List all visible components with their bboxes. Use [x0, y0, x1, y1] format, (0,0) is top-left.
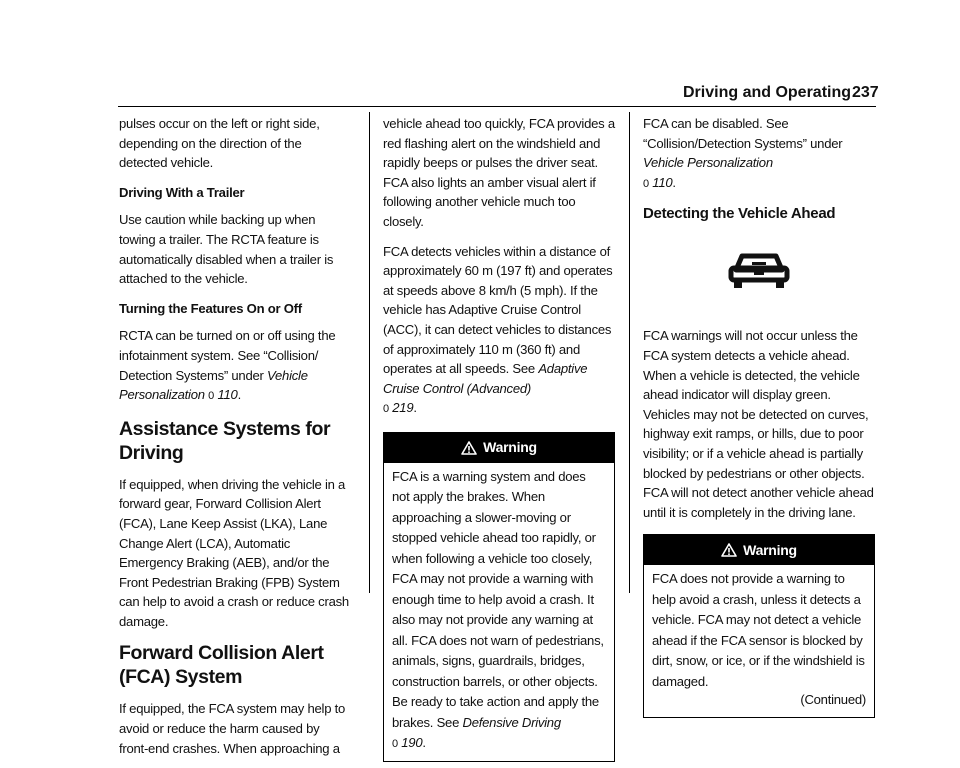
warning-header	[384, 433, 614, 463]
page-ref-number[interactable]: 110	[217, 387, 238, 403]
cross-reference-link[interactable]: Defensive Driving	[462, 714, 561, 730]
warning-text: FCA does not provide a warning to help avoid a crash, unless it detects a vehicle. FCA may not detect a vehicle ahead if the FCA sensor is blocked by dirt, snow, or ice, or if the windshield is damaged. (Continued)	[644, 565, 874, 717]
warning-box	[383, 432, 615, 762]
page-ref-icon: 0	[643, 177, 649, 190]
column-2	[383, 114, 615, 762]
header-rule	[118, 106, 876, 107]
cross-reference-link[interactable]: Adaptive Cruise Control (Advanced)	[383, 361, 588, 396]
paragraph: If equipped, the FCA system may help to avoid or reduce the harm caused by front-end crashes. When approaching a	[119, 701, 346, 756]
warning-label: Warning	[483, 439, 537, 456]
column-divider	[369, 112, 370, 593]
vehicle-ahead-icon	[728, 250, 790, 290]
column-divider	[629, 112, 630, 593]
heading-assistance-systems: Assistance Systems for Driving	[119, 417, 331, 464]
warning-box	[643, 534, 875, 718]
page-ref-number[interactable]: 110	[652, 174, 673, 190]
warning-triangle-icon	[461, 441, 477, 455]
column-1	[119, 114, 351, 768]
subheading-on-off: Turning the Features On or Off	[119, 300, 302, 316]
warning-text: FCA is a warning system and does not apply the brakes. When approaching a slower-moving or stopped vehicle ahead too rapidly, or when following a vehicle too closely, FCA may not provide a warning with enough time to help avoid a crash. It also may not provide any warning at all. FCA does not warn of pedestrians, animals, signs, guardrails, bridges, construction barrels, or other objects. Be ready to take action and apply the brakes. See Defensive Driving 0 190.	[384, 463, 614, 761]
column-3	[643, 114, 875, 718]
paragraph: If equipped, when driving the vehicle in a forward gear, Forward Collision Alert (FCA), Lane Keep Assist (LKA), Lane Change Alert (LCA), Automatic Emergency Braking (AEB), and/or the Front Pedestrian Braking (FPB) System can help to avoid a crash or reduce crash damage.	[119, 476, 349, 629]
cross-reference-link[interactable]: Vehicle Personalization	[643, 155, 773, 171]
paragraph: vehicle ahead too quickly, FCA provides a red flashing alert on the windshield and rapidly beeps or pulses the driver seat. FCA also lights an amber visual alert if following another vehicle much too closely.	[383, 116, 615, 229]
page-ref-icon: 0	[383, 403, 389, 416]
paragraph: FCA warnings will not occur unless the FCA system detects a vehicle ahead. When a vehicle is detected, the vehicle ahead indicator will display green. Vehicles may not be detected on curves, highway exit ramps, or hills, due to poor visibility; or if a vehicle ahead is partially blocked by pedestrians or other objects. FCA will not detect another vehicle ahead until it is completely in the driving lane.	[643, 328, 874, 520]
section-title: Driving and Operating	[683, 84, 852, 101]
heading-detecting-vehicle: Detecting the Vehicle Ahead	[643, 205, 836, 223]
paragraph: FCA detects vehicles within a distance of approximately 60 m (197 ft) and operates at speeds above 8 km/h (5 mph). If the vehicle has Adaptive Cruise Control (ACC), it can detect vehicles to distances of approximately 110 m (360 ft) and operates at all speeds. See Adaptive Cruise Control (Advanced) 0 219.	[383, 242, 615, 420]
heading-fca-system: Forward Collision Alert (FCA) System	[119, 642, 324, 689]
subheading-trailer: Driving With a Trailer	[119, 184, 245, 200]
vehicle-ahead-figure	[643, 250, 875, 290]
paragraph: Use caution while backing up when towing a trailer. The RCTA feature is automatically disabled when a trailer is attached to the vehicle.	[119, 212, 334, 287]
warning-label: Warning	[743, 541, 797, 558]
page-ref-number[interactable]: 219	[392, 400, 414, 416]
continued-label: (Continued)	[800, 692, 866, 708]
warning-header	[644, 535, 874, 565]
page-ref-icon: 0	[208, 390, 215, 403]
paragraph: pulses occur on the left or right side, depending on the direction of the detected vehicle.	[119, 116, 320, 171]
paragraph: RCTA can be turned on or off using the infotainment system. See “Collision/ Detection Systems” under Vehicle Personalization 0 110.	[119, 326, 351, 406]
page-ref-icon: 0	[392, 738, 398, 751]
paragraph: FCA can be disabled. See “Collision/Detection Systems” under Vehicle Personalization 0 110.	[643, 114, 875, 194]
page-ref-number[interactable]: 190	[401, 735, 423, 751]
warning-triangle-icon	[721, 543, 737, 557]
page-number: 237	[852, 84, 879, 101]
cross-reference-link[interactable]: Vehicle Personalization	[119, 367, 308, 403]
